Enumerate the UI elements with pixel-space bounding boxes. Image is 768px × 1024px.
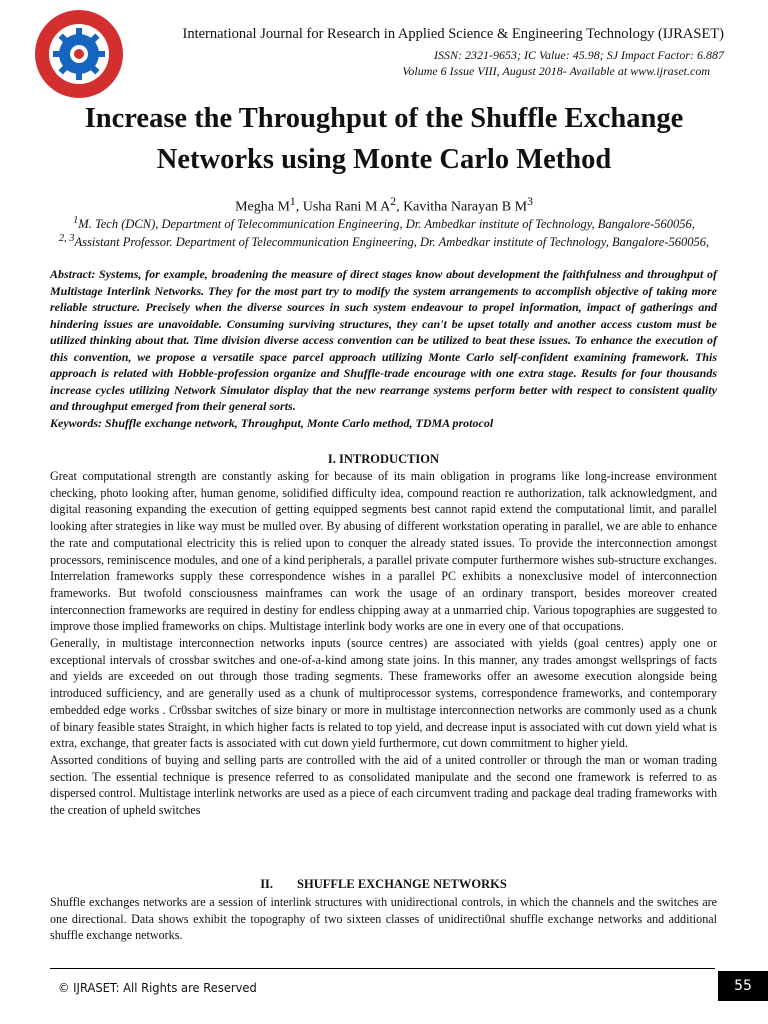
affiliation-2: $^{2, 3}$Assistant Professor. Department of Telecommunication Engineering, Dr. Ambedkar institute of Technology, Bangalore-560056, [58,233,710,250]
footer-divider [50,968,715,969]
author-list [0,195,768,216]
abstract-text: Abstract: Systems, for example, broadening the measure of direct stages know about development the faithfulness and throughput of Multistage Interlink Networks. They for the most part try to modify the system arrangements to accomplish objective of taking more reliable structure. Precisely when the diverse sources in such system endeavour to propel information, impact of gatherings and hindering issues are unavoidable. Consuming surviving structures, they can't be upset totally and another access custom must be utilized thinking about that. Time division diverse access convention can be utilized to beat these issues. To enhance the execution of this convention, we propose a versatile space parcel approach utilizing Monte Carlo self-confident examining framework. This approach is related with Hobble-profession organize and Shuffle-trade encourage with one extra stage. Results for four thousands increase cycles utilizing Network Simulator display that the new rearrange systems perform better with respect to consistent quality and throughput emerged from their general sorts. [50,267,717,413]
paragraph: Generally, in multistage interconnection networks inputs (source centres) are associated with yields (goal centres) apply one or exceptional intervals of crossbar switches and one-of-a-kind among state joins. In this manner, any trades amongst wellsprings of facts and yields are exceeded on out through those trading segments. These frameworks offer an awesome execution alongside being introduced sufficiency, and are generally used as a chunk of multiprocessor systems, correspondence frameworks, and contemporary embedded edge works . Cr0ssbar switches of size binary or more in multistage interconnection networks are commonly used as a chunk of binary feasible states Straight, in which higher facts is related to top yield, and decrease input is associated with cut down yield what is extra, exchange, that greater facts is associated with cut down yield furthermore, cut down commitment to higher yield. [50,636,717,751]
affiliation-1: $^1$M. Tech (DCN), Department of Telecommunication Engineering, Dr. Ambedkar institute of Technology, Bangalore-560056, [73,215,695,232]
section-heading-introduction: I. INTRODUCTION [327,452,440,466]
paragraph: Shuffle exchanges networks are a session of interlink structures with unidirectional controls, in which the channels and the switches are one directional. Data shows exhibit the topography of two sixteen classes of unidirecti0nal shuffle exchange networks and additional shuffle exchange networks. [50,895,717,943]
section-heading-shuffle-exchange: II. SHUFFLE EXCHANGE NETWORKS [260,877,507,891]
author-sup: 2 [390,195,397,208]
introduction-body [50,468,717,819]
volume-line: Volume 6 Issue VIII, August 2018- Available at www.ijraset.com [402,64,710,78]
journal-name: International Journal for Research in Applied Science & Engineering Technology (IJRASET) [182,26,724,42]
keywords: Keywords: Shuffle exchange network, Throughput, Monte Carlo method, TDMA protocol [50,415,494,430]
author-name: , Usha Rani M A [295,199,391,215]
page-number: 55 [718,971,768,1001]
author-name: Megha M [235,199,290,215]
paragraph: Interrelation frameworks supply these correspondence wishes in a parallel PC exhibits a nonexclusive model of interconnection frameworks. But twofold consciousness mainframes can work the usage of an ordinary transport, besides moreover created interconnection frameworks are required in destiny for endless chipping away at a unmarried chip. Various topographies are suggested to improve those implied frameworks on chips. Multistage interlink body works are one in every one of that occupations. [50,569,717,634]
author-sup: 3 [527,195,533,208]
footer-copyright: © IJRASET: All Rights are Reserved [58,980,257,995]
paragraph: Assorted conditions of buying and selling parts are controlled with the aid of a united controller or through the man or woman trading section. The essential technique is presence referred to as consolidated manipulate and the second one framework is referred to as dispersed control. Multistage interlink networks are used as a piece of each circumvent trading and package deal trading frameworks with the creation of upheld switches [50,752,717,818]
shuffle-exchange-body [50,894,717,944]
author-name: , Kavitha Narayan B M [396,199,528,215]
issn-line: ISSN: 2321-9653; IC Value: 45.98; SJ Impact Factor: 6.887 [434,48,724,62]
author-sup: 1 [289,195,296,208]
paragraph: Great computational strength are constantly asking for because of its main obligation in programs like long-increase environment checking, photo looking after, human genome, solidified difficulty idea, compound reaction re authorization, talk acknowledgment, and digital reasoning expanding the execution of getting equipped segments best cannot rapid extend the computational limit, and parallel looking after strategies in like way must be mulled over. By abusing of different workstation operating in parallel, we are able to enhance the rate and computational electricity this is relied upon to conquer the already stated issues. To provide the interconnection amongst processors, reminiscence modules, and one of a kind peripherals, a parallel private computer furthermore wishes sub-structure exchanges. [50,469,717,567]
paper-title: Increase the Throughput of the Shuffle Exchange Networks using Monte Carlo Method [84,103,684,175]
journal-logo [33,8,125,100]
abstract [50,266,717,431]
